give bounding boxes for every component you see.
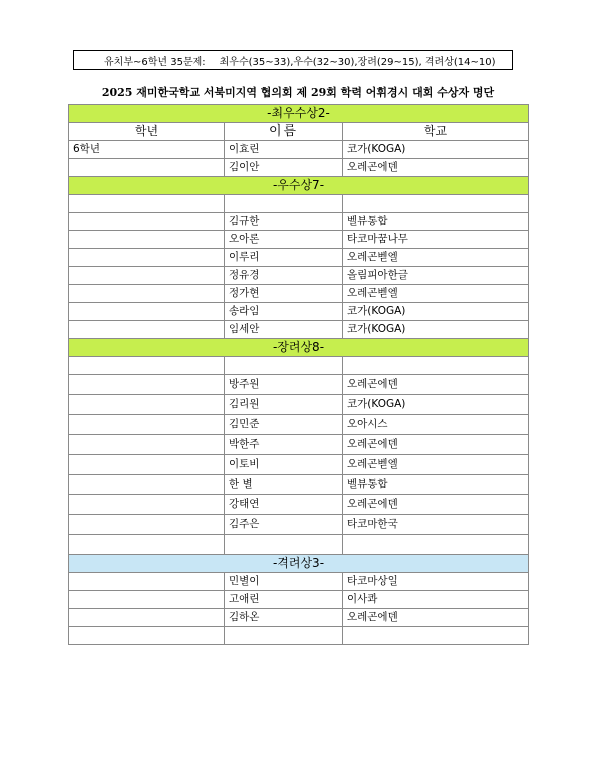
cell-grade (69, 231, 225, 249)
cell-name (225, 535, 343, 555)
cell-school: 오레곤벧엘 (343, 249, 529, 267)
cell-grade (69, 303, 225, 321)
cell-school: 오레곤벧엘 (343, 455, 529, 475)
column-header-school: 학교 (343, 123, 529, 141)
cell-name: 김리원 (225, 395, 343, 415)
cell-school: 오레곤벧엘 (343, 285, 529, 303)
column-header-name: 이름 (225, 123, 343, 141)
cell-school: 오레곤에덴 (343, 435, 529, 455)
cell-grade (69, 475, 225, 495)
cell-name: 고애린 (225, 591, 343, 609)
scoring-criteria-box (73, 50, 513, 70)
cell-name: 김이안 (225, 159, 343, 177)
cell-school: 오아시스 (343, 415, 529, 435)
cell-grade (69, 195, 225, 213)
table-row (69, 303, 529, 321)
cell-grade (69, 627, 225, 645)
table-row (69, 159, 529, 177)
cell-school: 벨뷰통합 (343, 475, 529, 495)
cell-grade: 6학년 (69, 141, 225, 159)
cell-school: 오레곤에덴 (343, 375, 529, 395)
table-row (69, 231, 529, 249)
cell-name: 오아론 (225, 231, 343, 249)
page-title: 2025 재미한국학교 서북미지역 협의회 제 29회 학력 어휘경시 대회 수상자 명단 (101, 86, 495, 99)
cell-name: 한 별 (225, 475, 343, 495)
table-row (69, 455, 529, 475)
cell-name: 김주은 (225, 515, 343, 535)
cell-name: 이토비 (225, 455, 343, 475)
table-row (69, 375, 529, 395)
table-row (69, 249, 529, 267)
table-row (69, 609, 529, 627)
table-row (69, 357, 529, 375)
section-label: -우수상7- (69, 177, 529, 195)
cell-grade (69, 535, 225, 555)
section-label: -최우수상2- (69, 105, 529, 123)
table-row (69, 591, 529, 609)
table-row (69, 627, 529, 645)
cell-grade (69, 249, 225, 267)
cell-name: 방주원 (225, 375, 343, 395)
cell-school: 타코마한국 (343, 515, 529, 535)
cell-school: 코가(KOGA) (343, 395, 529, 415)
cell-school (343, 535, 529, 555)
section-header-encourage (69, 339, 529, 357)
table-row (69, 515, 529, 535)
cell-school: 벨뷰통합 (343, 213, 529, 231)
table-row (69, 573, 529, 591)
cell-grade (69, 515, 225, 535)
cell-grade (69, 267, 225, 285)
table-row (69, 495, 529, 515)
cell-school: 타코마꿈나무 (343, 231, 529, 249)
cell-school: 오레곤에덴 (343, 609, 529, 627)
cell-name: 박한주 (225, 435, 343, 455)
cell-name: 정가현 (225, 285, 343, 303)
table-row (69, 267, 529, 285)
criteria-level: 유치부~6학년 35문제: (104, 56, 206, 68)
table-row (69, 395, 529, 415)
cell-grade (69, 609, 225, 627)
cell-school (343, 195, 529, 213)
table-row (69, 141, 529, 159)
cell-school (343, 627, 529, 645)
cell-name: 임세안 (225, 321, 343, 339)
cell-name: 김민준 (225, 415, 343, 435)
cell-grade (69, 375, 225, 395)
table-row (69, 213, 529, 231)
cell-name (225, 195, 343, 213)
table-row (69, 435, 529, 455)
cell-grade (69, 415, 225, 435)
column-header-row (69, 123, 529, 141)
section-label: -장려상8- (69, 339, 529, 357)
cell-grade (69, 321, 225, 339)
cell-school (343, 357, 529, 375)
cell-name (225, 627, 343, 645)
cell-grade (69, 357, 225, 375)
cell-name (225, 357, 343, 375)
cell-name: 이효린 (225, 141, 343, 159)
criteria-ranges: 최우수(35~33),우수(32~30),장려(29~15), 격려상(14~10) (219, 56, 496, 68)
column-header-grade: 학년 (69, 123, 225, 141)
cell-school: 오레곤에덴 (343, 495, 529, 515)
cell-school: 이사콰 (343, 591, 529, 609)
cell-grade (69, 435, 225, 455)
cell-school: 타코마상일 (343, 573, 529, 591)
table-row (69, 475, 529, 495)
cell-grade (69, 285, 225, 303)
section-header-excellent (69, 177, 529, 195)
cell-school: 코가(KOGA) (343, 141, 529, 159)
cell-grade (69, 455, 225, 475)
cell-grade (69, 159, 225, 177)
cell-name: 김하온 (225, 609, 343, 627)
section-header-top (69, 105, 529, 123)
cell-grade (69, 395, 225, 415)
cell-name: 정유경 (225, 267, 343, 285)
table-row (69, 195, 529, 213)
table-row (69, 415, 529, 435)
cell-name: 송라임 (225, 303, 343, 321)
cell-grade (69, 573, 225, 591)
awards-table (68, 104, 529, 645)
cell-school: 오레곤에덴 (343, 159, 529, 177)
cell-name: 이루리 (225, 249, 343, 267)
table-row (69, 535, 529, 555)
cell-school: 올림피아한글 (343, 267, 529, 285)
cell-name: 김규한 (225, 213, 343, 231)
cell-grade (69, 591, 225, 609)
section-label: -격려상3- (69, 555, 529, 573)
table-row (69, 321, 529, 339)
cell-grade (69, 495, 225, 515)
cell-school: 코가(KOGA) (343, 303, 529, 321)
cell-name: 강태연 (225, 495, 343, 515)
section-header-cheer (69, 555, 529, 573)
cell-grade (69, 213, 225, 231)
cell-name: 민별이 (225, 573, 343, 591)
cell-school: 코가(KOGA) (343, 321, 529, 339)
table-row (69, 285, 529, 303)
